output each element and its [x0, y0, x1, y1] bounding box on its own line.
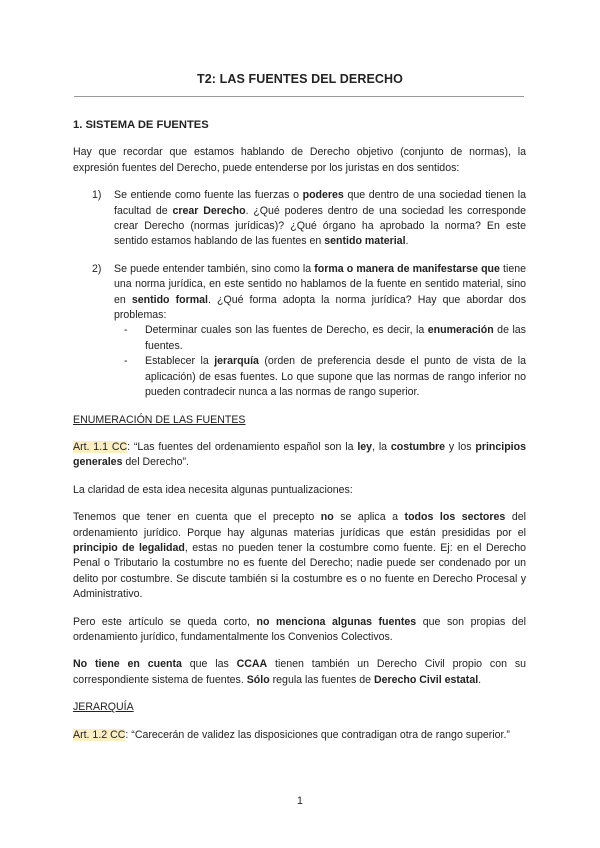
paragraph-claridad: La claridad de esta idea necesita algunas puntualizaciones:	[73, 483, 353, 496]
item-text: Se puede entender también, sino como la forma o manera de manifestarse que tiene una norma jurídica, en este sentido no hablamos de la fuente en sentido material, sino en sentido formal. ¿Qué forma adopta la norma jurídica? Hay que abordar dos problemas:	[114, 262, 527, 322]
article-reference-highlight: Art. 1.1 CC	[73, 440, 128, 453]
section-heading-sistema: 1. SISTEMA DE FUENTES	[73, 119, 209, 131]
item-number: 1)	[92, 189, 102, 202]
paragraph-art-1-2: Art. 1.2 CC: “Carecerán de validez las disposiciones que contradigan otra de rango superior.”	[73, 728, 510, 741]
sub-item-jerarquia	[124, 354, 526, 400]
paragraph-tenemos: Tenemos que tener en cuenta que el precepto no se aplica a todos los sectores del ordenamiento jurídico. Porque hay algunas materias jurídicas que están presididas por el principio de legalidad, estas no pueden tener la costumbre como fuente. Ej: en el Derecho Penal o Tributario la costumbre no es fuente del Derecho; nadie puede ser condenado por un delito por costumbre. Se discute también si la costumbre es o no fuente en Derecho Procesal y Administrativo.	[73, 511, 526, 601]
section-heading-jerarquia: JERARQUÍA	[73, 701, 134, 714]
article-reference-highlight: Art. 1.2 CC	[73, 728, 126, 741]
numbered-item-1	[92, 188, 526, 250]
document-title: T2: LAS FUENTES DEL DERECHO	[197, 72, 403, 86]
sub-item-enumeracion	[124, 323, 526, 354]
item-text: Se entiende como fuente las fuerzas o poderes que dentro de una sociedad tienen la facultad de crear Derecho. ¿Qué poderes dentro de una sociedad les corresponde crear Derecho (normas jurídicas)? ¿Qué órgano ha aprobado la norma? En este sentido estamos hablando de las fuentes en sentido material.	[114, 189, 526, 248]
paragraph-no-tiene: No tiene en cuenta que las CCAA tienen también un Derecho Civil propio con su correspondiente sistema de fuentes. Sólo regula las fuentes de Derecho Civil estatal.	[73, 658, 527, 686]
numbered-item-2	[92, 262, 526, 324]
title-divider	[74, 96, 524, 97]
section-heading-enumeracion: ENUMERACIÓN DE LAS FUENTES	[73, 413, 246, 426]
paragraph-intro: Hay que recordar que estamos hablando de Derecho objetivo (conjunto de normas), la expresión fuentes del Derecho, puede entenderse por los juristas en dos sentidos:	[73, 146, 526, 174]
item-number: 2)	[92, 262, 102, 275]
paragraph-pero: Pero este artículo se queda corto, no menciona algunas fuentes que son propias del ordenamiento jurídico, fundamentalmente los Convenios Colectivos.	[73, 615, 526, 643]
dash-bullet: -	[124, 324, 128, 337]
sub-item-text: Establecer la jerarquía (orden de preferencia desde el punto de vista de la aplicación) de esas fuentes. Lo que supone que las normas de rango inferior no pueden contradecir nunca a las normas de rango superior.	[145, 355, 526, 399]
page-number: 1	[297, 795, 303, 807]
dash-bullet: -	[124, 355, 128, 368]
paragraph-art-1-1: Art. 1.1 CC: “Las fuentes del ordenamiento español son la ley, la costumbre y los principios generales del Derecho”.	[73, 440, 526, 469]
document-body	[73, 118, 526, 743]
sub-item-text: Determinar cuales son las fuentes de Derecho, es decir, la enumeración de las fuentes.	[145, 324, 526, 352]
